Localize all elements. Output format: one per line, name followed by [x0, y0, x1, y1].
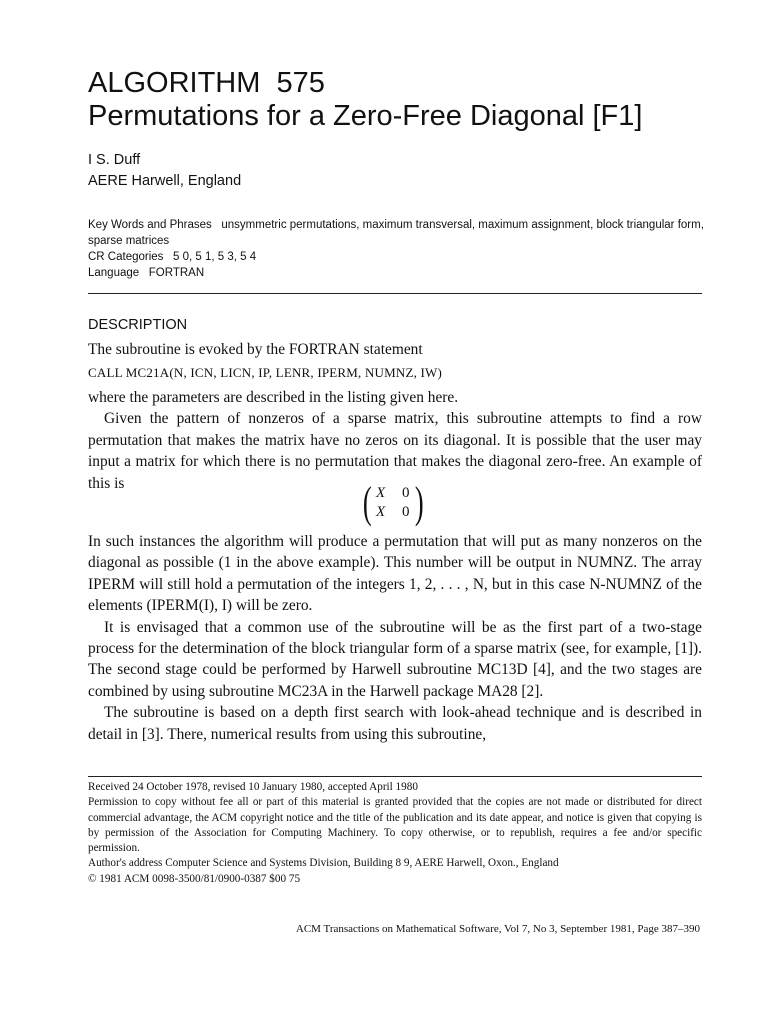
footnote-divider: [88, 776, 702, 777]
matrix-close-paren: ): [414, 478, 424, 527]
matrix-cell: 0: [402, 485, 410, 501]
matrix-open-paren: (: [362, 478, 372, 527]
language-label: Language: [88, 267, 140, 279]
cr-label: CR Categories: [88, 251, 164, 263]
cr-text: 5 0, 5 1, 5 3, 5 4: [173, 251, 257, 263]
author-affiliation: AERE Harwell, England: [88, 173, 242, 189]
matrix-cell: X: [376, 504, 386, 520]
keywords-line: [88, 217, 718, 249]
intro-text: The subroutine is evoked by the FORTRAN statement: [88, 341, 423, 358]
call-statement: CALL MC21A(N, ICN, LICN, IP, LENR, IPERM, NUMNZ, IW): [88, 365, 443, 380]
example-matrix: [362, 478, 426, 527]
matrix-cell: X: [376, 485, 386, 501]
title-text: Permutations for a Zero-Free Diagonal [F1]: [88, 100, 643, 132]
section-heading: DESCRIPTION: [88, 317, 188, 333]
author-block: [88, 150, 241, 192]
footnote-block: [88, 780, 702, 887]
language-text: FORTRAN: [148, 267, 205, 279]
paragraph: where the parameters are described in the listing given here.: [88, 389, 459, 406]
algorithm-number: ALGORITHM 575: [88, 67, 325, 99]
copyright-line: © 1981 ACM 0098-3500/81/0900-0387 $00 75: [88, 872, 301, 885]
keywords-label: Key Words and Phrases: [88, 219, 212, 231]
language-line: [88, 265, 718, 281]
received-dates: Received 24 October 1978, revised 10 January 1980, accepted April 1980: [88, 781, 418, 793]
permission-notice: Permission to copy without fee all or part of this material is granted provided that the copies are not made or distributed for direct commercial advantage, the ACM copyright notice and the title of the publication and its date appear, and notice is given that copying is by permission of the Association for Computing Machinery. To copy otherwise, or to republish, requires a fee and/or specific permission.: [88, 796, 702, 855]
keywords-text: unsymmetric permutations, maximum transversal, maximum assignment, block triangular form, sparse matrices: [88, 219, 704, 247]
paragraph: In such instances the algorithm will produce a permutation that will put as many nonzeros on the diagonal as possible (1 in the above example). This number will be output in NUMNZ. The array IPERM will still hold a permutation of the integers 1, 2, . . . , N, but in this case N-NUMNZ of the elements (IPERM(I), I) will be zero.: [88, 533, 702, 615]
paper-title: [88, 67, 728, 133]
paragraph: It is envisaged that a common use of the subroutine will be as the first part of a two-stage process for the determination of the block triangular form of a sparse matrix (see, for example, [1]). The second stage could be performed by Harwell subroutine MC13D [4], and the two stages are combined by using subroutine MC23A in the Harwell package MA28 [2].: [88, 618, 702, 700]
cr-categories-line: [88, 249, 718, 265]
paragraph: The subroutine is based on a depth first search with look-ahead technique and is described in detail in [3]. There, numerical results from using this subroutine,: [88, 704, 702, 743]
matrix-cell: 0: [402, 504, 410, 520]
author-name: I S. Duff: [88, 152, 141, 168]
running-footer: ACM Transactions on Mathematical Software, Vol 7, No 3, September 1981, Page 387–390: [295, 923, 700, 935]
keywords-block: [88, 217, 718, 281]
divider: [88, 293, 702, 294]
author-address: Author's address Computer Science and Systems Division, Building 8 9, AERE Harwell, Oxon., England: [88, 857, 559, 870]
body-block-2: [88, 531, 702, 745]
body-block-1: [88, 387, 702, 494]
paragraph: Given the pattern of nonzeros of a sparse matrix, this subroutine attempts to find a row permutation that makes the matrix have no zeros on its diagonal. It is possible that the user may input a matrix for which there is no permutation that makes the diagonal zero-free. An example of this is: [88, 410, 702, 492]
